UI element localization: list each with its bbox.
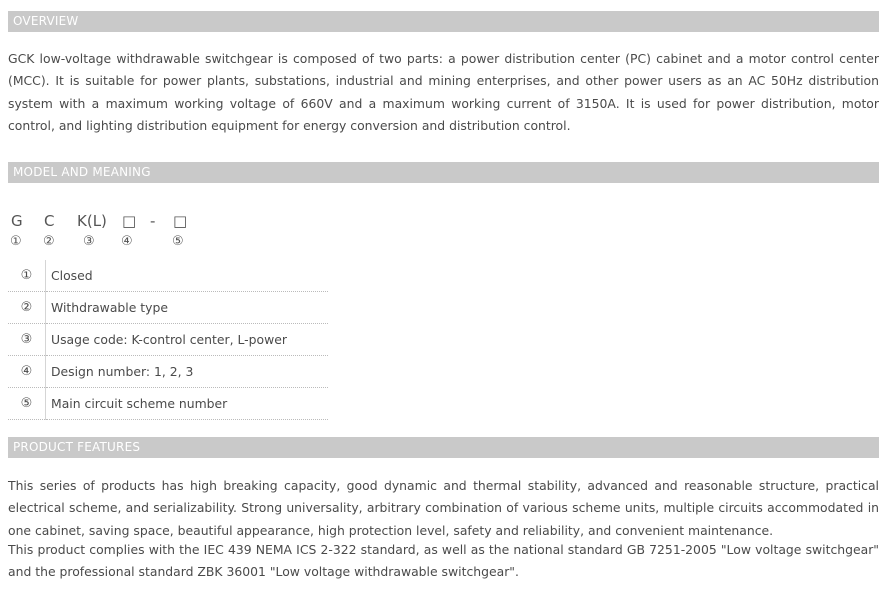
table-row — [8, 260, 328, 292]
model-code-number: ① — [10, 234, 22, 249]
meaning-text: Withdrawable type — [46, 292, 329, 324]
meaning-number: ③ — [8, 324, 46, 356]
model-meaning-table — [8, 260, 328, 420]
model-code-number: ④ — [121, 234, 133, 249]
meaning-number: ⑤ — [8, 388, 46, 420]
features-paragraph: This series of products has high breaking capacity, good dynamic and thermal stability, advanced and reasonable structure, practical electrical scheme, and serializability. Strong universality, arbitrary combination of various scheme units, multiple circuits accommodated in one cabinet, saving space, beautiful appearance, high protection level, safety and reliability, and convenient maintenance. — [8, 478, 879, 538]
model-code-letter: C — [44, 212, 55, 230]
meaning-text: Usage code: K-control center, L-power — [46, 324, 329, 356]
model-code-letter: K(L) — [77, 212, 107, 230]
section-header-product-features: PRODUCT FEATURES — [8, 437, 879, 458]
overview-paragraph: GCK low-voltage withdrawable switchgear is composed of two parts: a power distribution center (PC) cabinet and a motor control center (MCC). It is suitable for power plants, substations, industrial and mining enterprises, and other power users as an AC 50Hz distribution system with a maximum working voltage of 660V and a maximum working current of 3150A. It is used for power distribution, motor control, and lighting distribution equipment for energy conversion and distribution control. — [8, 51, 879, 134]
table-row — [8, 356, 328, 388]
section-header-overview: OVERVIEW — [8, 11, 879, 32]
meaning-number: ④ — [8, 356, 46, 388]
model-code-number: ③ — [83, 234, 95, 249]
model-code-letter: - — [150, 212, 156, 230]
table-row — [8, 388, 328, 420]
model-code-number: ② — [43, 234, 55, 249]
table-row — [8, 292, 328, 324]
model-code-letter: G — [11, 212, 23, 230]
table-row — [8, 324, 328, 356]
meaning-number: ② — [8, 292, 46, 324]
meaning-text: Closed — [46, 260, 329, 292]
meaning-text: Main circuit scheme number — [46, 388, 329, 420]
model-code-letter: □ — [173, 212, 188, 230]
model-code-number: ⑤ — [172, 234, 184, 249]
meaning-text: Design number: 1, 2, 3 — [46, 356, 329, 388]
meaning-number: ① — [8, 260, 46, 292]
section-header-model-and-meaning: MODEL AND MEANING — [8, 162, 879, 183]
model-code-letter: □ — [122, 212, 137, 230]
features-paragraph: This product complies with the IEC 439 NEMA ICS 2-322 standard, as well as the national standard GB 7251-2005 "Low voltage switchgear" and the professional standard ZBK 36001 "Low voltage withdrawable switchgear". — [8, 542, 879, 580]
